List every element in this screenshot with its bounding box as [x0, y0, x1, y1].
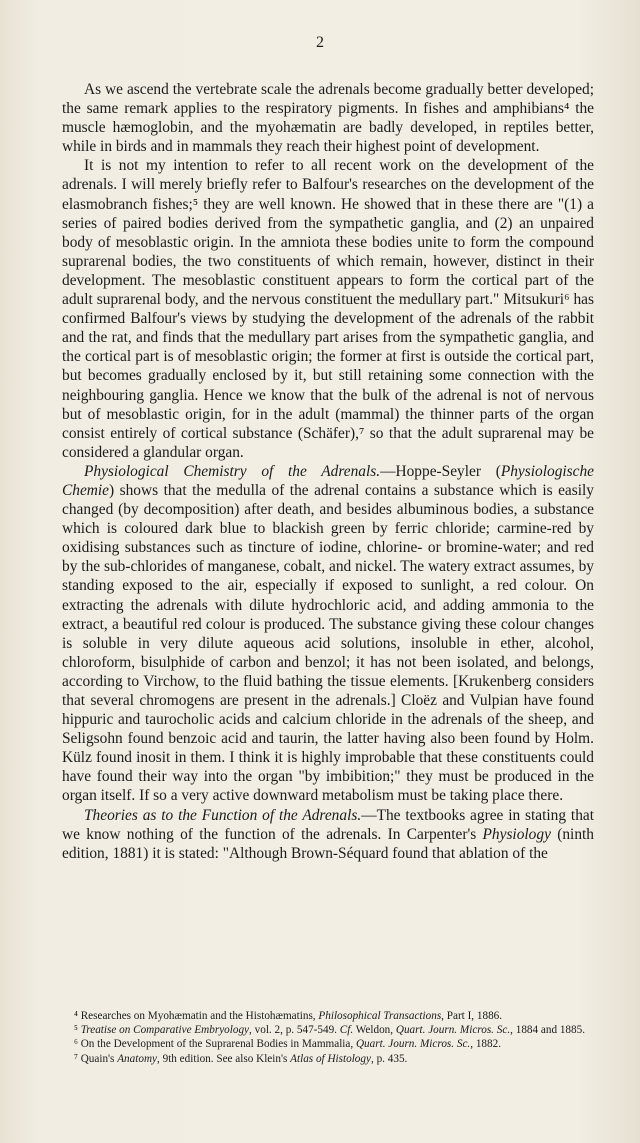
section-heading-theories: Theories as to the Function of the Adrenals. [84, 806, 362, 824]
footnote-6: ⁶ On the Development of the Suprarenal Bodies in Mammalia, Quart. Journ. Micros. Sc., 1882. [74, 1038, 501, 1051]
footnotes [62, 1009, 594, 1066]
paragraph-vertebrate-scale: As we ascend the vertebrate scale the adrenals become gradually better developed; the same remark applies to the respiratory pigments. In fishes and amphibians⁴ the muscle hæmoglobin, and the myohæmatin are badly developed, in reptiles better, while in birds and in mammals they reach their highest point of development. [62, 81, 594, 156]
paragraph-physiological-chemistry: Physiological Chemistry of the Adrenals.—Hoppe-Seyler (Physiologische Chemie) shows that the medulla of the adrenal contains a substance which is easily changed (by decomposition) after death, and besides albuminous bodies, a substance which is coloured dark blue to blackish green by ferric chloride; carmine-red by oxidising substances such as tincture of iodine, chlorine- or bromine-water; and red by the sub-chlorides of manganese, cobalt, and nickel. The watery extract assumes, by standing exposed to the air, especially if exposed to sunlight, a red colour. On extracting the adrenals with dilute hydrochloric acid, and adding ammonia to the extract, a beautiful red colour is produced. The substance giving these colour changes is soluble in very dilute aqueous acid solutions, insoluble in ether, alcohol, chloroform, bisulphide of carbon and benzol; it has not been isolated, and belongs, according to Virchow, to the fluid bathing the tissue elements. [Krukenberg considers that several chromogens are present in the adrenals.] Cloëz and Vulpian have found hippuric and taurocholic acids and calcium chloride in the adrenals of the sheep, and Seligsohn found benzoic acid and taurin, the latter having also been found by Holm. Külz found inosit in them. I think it is highly improbable that these constituents could have found their way into the organ "by imbibition;" they must be produced in the organ itself. If so a very active downward metabolism must be taking place there. [62, 462, 595, 805]
paragraph-development: It is not my intention to refer to all recent work on the development of the adrenals. I will merely briefly refer to Balfour's researches on the development of the elasmobranch fishes;⁵ they are well known. He showed that in these there are "(1) a series of paired bodies derived from the sympathetic ganglia, and (2) an unpaired body of mesoblastic origin. In the amniota these bodies unite to form the compound suprarenal bodies, the two constituents of which remain, however, distinct in their development. The mesoblastic constituent appears to form the cortical part of the adult suprarenal body, and the nervous constituent the medullary part." Mitsukuri⁶ has confirmed Balfour's views by studying the development of the adrenals of the rabbit and the rat, and finds that the medullary part arises from the sympathetic ganglia, and the cortical part is of mesoblastic origin; the former at first is outside the cortical part, but becomes gradually enclosed by it, but still retaining some connection with the neighbouring ganglia. Hence we know that the bulk of the adrenal is not of nervous but of mesoblastic origin, for in the adult (mammal) the thinner parts of the organ consist entirely of cortical substance (Schäfer),⁷ so that the adult suprarenal may be considered a glandular organ. [62, 157, 594, 461]
footnote-4: ⁴ Researches on Myohæmatin and the Histohæmatins, Philosophical Transactions, Part I, 1886. [74, 1010, 503, 1022]
section-heading-physiological-chemistry: Physiological Chemistry of the Adrenals. [84, 462, 381, 480]
page-number: 2 [316, 34, 324, 51]
book-title-physiology: Physiology [482, 825, 551, 843]
footnote-5: ⁵ Treatise on Comparative Embryology, vol. 2, p. 547-549. Cf. Weldon, Quart. Journ. Micros. Sc., 1884 and 1885. [74, 1024, 586, 1037]
footnote-7: ⁷ Quain's Anatomy, 9th edition. See also Klein's Atlas of Histology, p. 435. [74, 1052, 408, 1065]
book-title-physiologische-chemie: Physiologische Chemie [62, 462, 595, 499]
body-text [62, 80, 594, 863]
paragraph-theories: Theories as to the Function of the Adrenals.—The textbooks agree in stating that we know nothing of the function of the adrenals. In Carpenter's Physiology (ninth edition, 1881) it is stated: "Although Brown-Séquard found that ablation of the [62, 806, 595, 862]
